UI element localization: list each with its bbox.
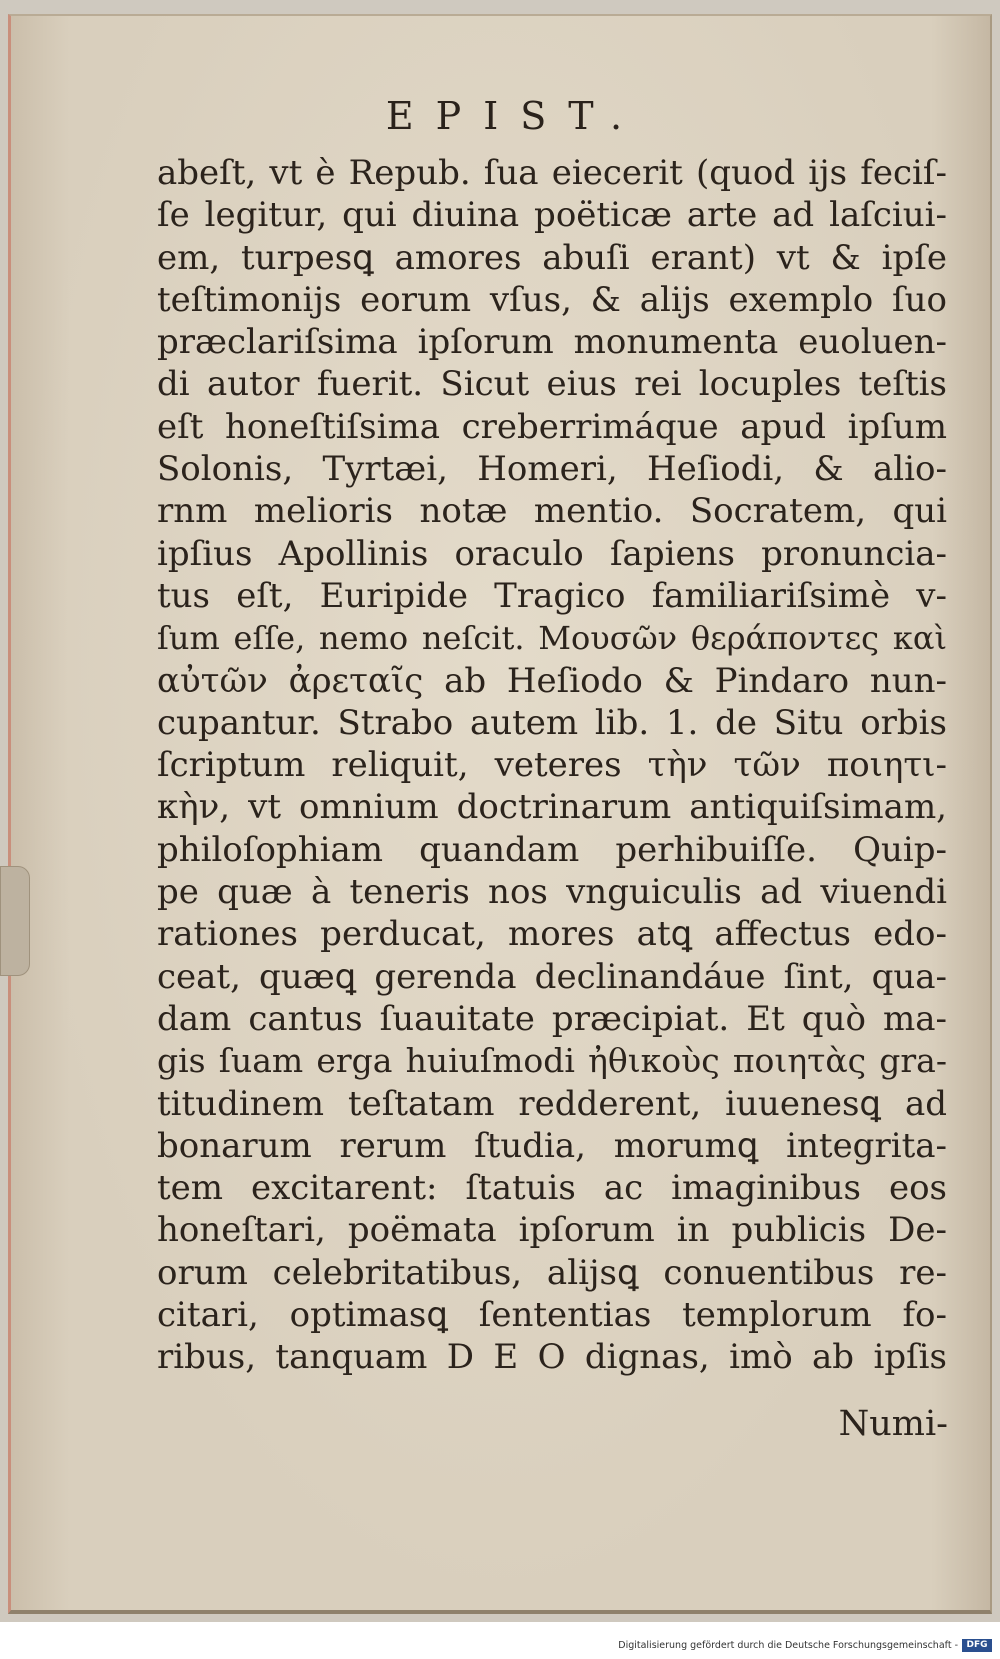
text-line: rnm melioris notæ mentio. Socratem, qui [157, 491, 947, 532]
text-line: orum celebritatibus, alijsꝗ conuentibus re- [157, 1252, 947, 1293]
text-line: ſcriptum reliquit, veteres τὴν τῶν ποιητι- [157, 745, 947, 786]
running-head: EPIST. [385, 94, 645, 138]
text-line: tem excitarent: ſtatuis ac imaginibus eos [157, 1168, 947, 1209]
text-line: cupantur. Strabo autem lib. 1. de Situ orbis [157, 702, 947, 743]
text-line: ſum eſſe, nemo neſcit. Μουσῶν θεράποντες καὶ [157, 619, 947, 658]
text-line: præclariſsima ipſorum monumenta euoluen- [157, 322, 947, 363]
digitization-credit: Digitalisierung gefördert durch die Deutsche Forschungsgemeinschaft - [618, 1640, 958, 1651]
dfg-logo: DFG [962, 1639, 992, 1652]
body-text [157, 152, 947, 1379]
text-line: di autor fuerit. Sicut eius rei locuples teſtis [157, 364, 947, 405]
text-line: teſtimonijs eorum vſus, & alijs exemplo ſuo [157, 279, 947, 320]
text-line: citari, optimasꝗ ſententias templorum fo- [157, 1295, 947, 1336]
text-line: αὐτῶν ἀρεταῖς ab Heſiodo & Pindaro nun- [157, 660, 947, 701]
text-line: titudinem teſtatam redderent, iuuenesꝗ ad [157, 1083, 947, 1124]
text-line: honeſtari, poëmata ipſorum in publicis De- [157, 1210, 947, 1251]
text-line: ribus, tanquam D E O dignas, imò ab ipſis [157, 1337, 947, 1378]
text-line: eſt honeſtiſsima creberrimáque apud ipſum [157, 406, 947, 447]
text-line: abeſt, vt è Repub. ſua eiecerit (quod ijs feciſ- [157, 153, 947, 193]
text-line: philoſophiam quandam perhibuiſſe. Quip- [157, 829, 947, 870]
text-line: gis ſuam erga huiuſmodi ἠθικοὺς ποιητὰς gra- [157, 1041, 947, 1081]
text-line: ipſius Apollinis oraculo ſapiens pronuncia- [157, 533, 947, 574]
text-line: rationes perducat, mores atꝗ affectus edo- [157, 914, 947, 955]
text-line: bonarum rerum ſtudia, morumꝗ integrita- [157, 1125, 947, 1166]
page-clip [0, 866, 30, 976]
text-line: Solonis, Tyrtæi, Homeri, Heſiodi, & alio- [157, 449, 947, 490]
text-line: ſe legitur, qui diuina poëticæ arte ad laſciui- [157, 195, 947, 236]
text-line: dam cantus ſuauitate præcipiat. Et quò ma- [157, 998, 947, 1039]
text-line: em, turpesꝗ amores abuſi erant) vt & ipſe [157, 237, 947, 278]
text-line: pe quæ à teneris nos vnguiculis ad viuendi [157, 872, 947, 913]
text-line: tus eſt, Euripide Tragico familiariſsimè v- [157, 575, 947, 616]
text-line: κὴν, vt omnium doctrinarum antiquiſsimam, [157, 787, 947, 828]
text-line: ceat, quæꝗ gerenda declinandáue ſint, qua- [157, 956, 947, 997]
catchword: Numi- [838, 1404, 948, 1444]
